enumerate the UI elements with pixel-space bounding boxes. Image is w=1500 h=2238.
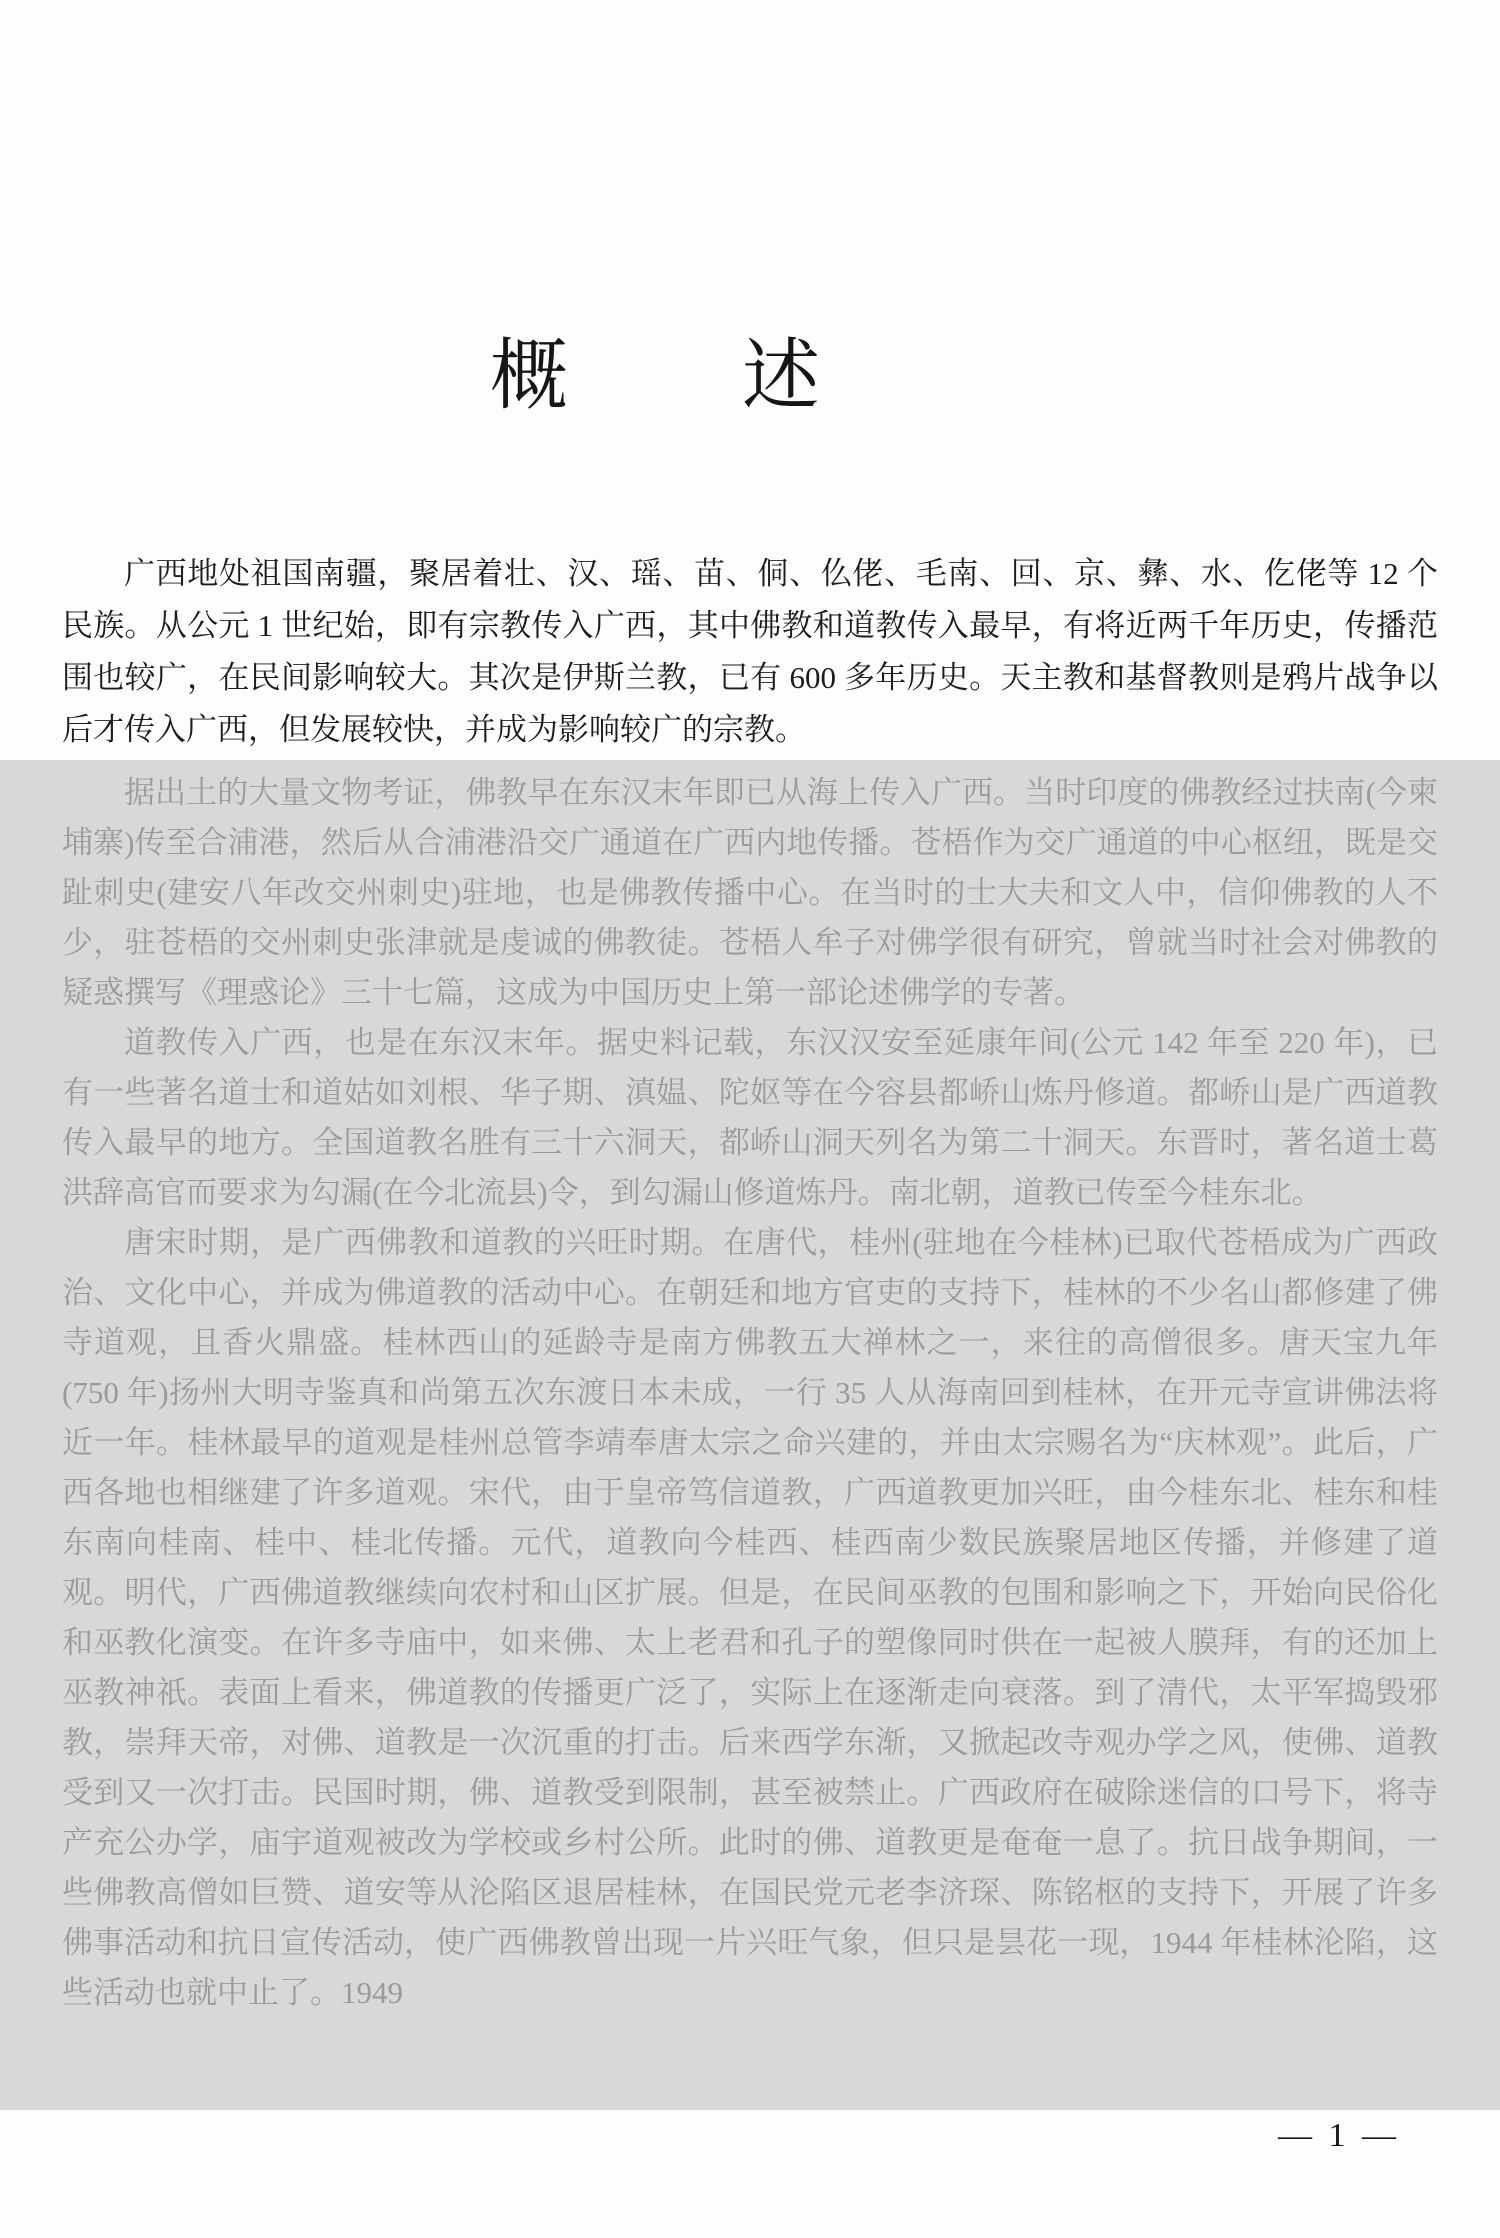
- intro-paragraph-block: [62, 548, 1438, 760]
- page-number: — 1 —: [1278, 2117, 1400, 2154]
- highlighted-text-block: [0, 760, 1500, 2110]
- paragraph-2: 据出土的大量文物考证，佛教早在东汉末年即已从海上传入广西。当时印度的佛教经过扶南(今柬埔寨)传至合浦港，然后从合浦港沿交广通道在广西内地传播。苍梧作为交广通道的中心枢纽，既是交趾刺史(建安八年改交州刺史)驻地，也是佛教传播中心。在当时的士大夫和文人中，信仰佛教的人不少，驻苍梧的交州刺史张津就是虔诚的佛教徒。苍梧人牟子对佛学很有研究，曾就当时社会对佛教的疑惑撰写《理惑论》三十七篇，这成为中国历史上第一部论述佛学的专著。: [62, 775, 1438, 1010]
- paragraph-3: 道教传入广西，也是在东汉末年。据史料记载，东汉汉安至延康年间(公元 142 年至 220 年)，已有一些著名道士和道姑如刘根、华子期、滇媪、陀妪等在今容县都峤山炼丹修道。都峤山是广西道教传入最早的地方。全国道教名胜有三十六洞天，都峤山洞天列名为第二十洞天。东晋时，著名道士葛洪辞高官而要求为勾漏(在今北流县)令，到勾漏山修道炼丹。南北朝，道教已传至今桂东北。: [62, 1025, 1438, 1210]
- paragraph-1: 广西地处祖国南疆，聚居着壮、汉、瑶、苗、侗、仫佬、毛南、回、京、彝、水、仡佬等 12 个民族。从公元 1 世纪始，即有宗教传入广西，其中佛教和道教传入最早，有将近两千年历史，传播范围也较广，在民间影响较大。其次是伊斯兰教，已有 600 多年历史。天主教和基督教则是鸦片战争以后才传入广西，但发展较快，并成为影响较广的宗教。: [62, 556, 1438, 747]
- chapter-title: 概 述: [489, 332, 826, 419]
- paragraph-4: 唐宋时期，是广西佛教和道教的兴旺时期。在唐代，桂州(驻地在今桂林)已取代苍梧成为广西政治、文化中心，并成为佛道教的活动中心。在朝廷和地方官吏的支持下，桂林的不少名山都修建了佛寺道观，且香火鼎盛。桂林西山的延龄寺是南方佛教五大禅林之一，来往的高僧很多。唐天宝九年(750 年)扬州大明寺鉴真和尚第五次东渡日本未成，一行 35 人从海南回到桂林，在开元寺宣讲佛法将近一年。桂林最早的道观是桂州总管李靖奉唐太宗之命兴建的，并由太宗赐名为“庆林观”。此后，广西各地也相继建了许多道观。宋代，由于皇帝笃信道教，广西道教更加兴旺，由今桂东北、桂东和桂东南向桂南、桂中、桂北传播。元代，道教向今桂西、桂西南少数民族聚居地区传播，并修建了道观。明代，广西佛道教继续向农村和山区扩展。但是，在民间巫教的包围和影响之下，开始向民俗化和巫教化演变。在许多寺庙中，如来佛、太上老君和孔子的塑像同时供在一起被人膜拜，有的还加上巫教神祇。表面上看来，佛道教的传播更广泛了，实际上在逐渐走向衰落。到了清代，太平军捣毁邪教，崇拜天帝，对佛、道教是一次沉重的打击。后来西学东渐，又掀起改寺观办学之风，使佛、道教受到又一次打击。民国时期，佛、道教受到限制，甚至被禁止。广西政府在破除迷信的口号下，将寺产充公办学，庙宇道观被改为学校或乡村公所。此时的佛、道教更是奄奄一息了。抗日战争期间，一些佛教高僧如巨赞、道安等从沦陷区退居桂林，在国民党元老李济琛、陈铭枢的支持下，开展了许多佛事活动和抗日宣传活动，使广西佛教曾出现一片兴旺气象，但只是昙花一现，1944 年桂林沦陷，这些活动也就中止了。1949: [62, 1225, 1438, 2010]
